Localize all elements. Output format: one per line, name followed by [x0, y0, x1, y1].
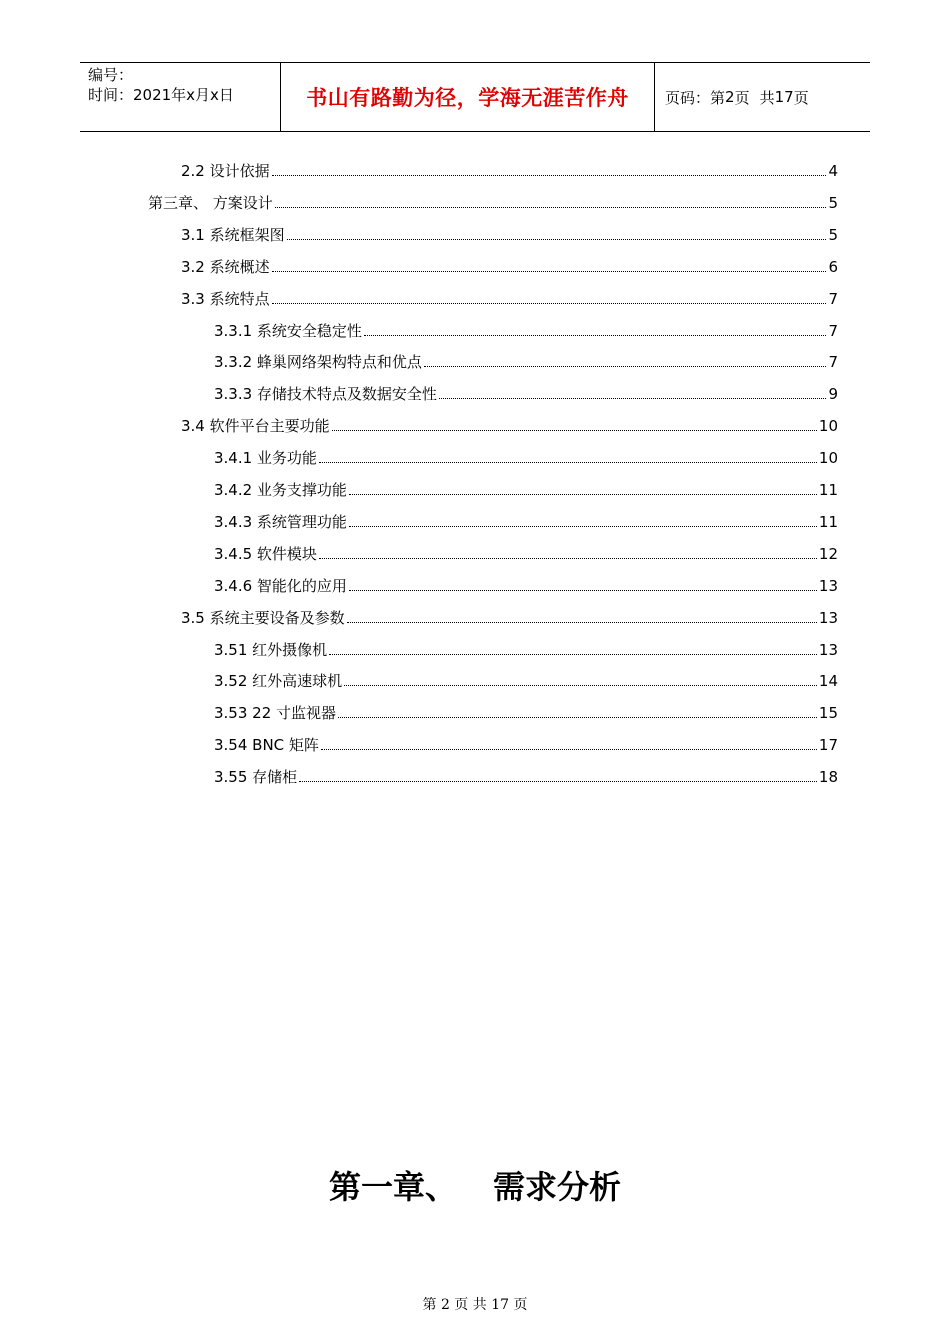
toc-dot-leader — [349, 493, 817, 495]
page-total-prefix: 共 — [759, 88, 775, 107]
toc-entry-page: 13 — [818, 640, 838, 659]
toc-dot-leader — [299, 780, 817, 782]
toc-entry-page: 10 — [818, 417, 838, 436]
toc-entry[interactable] — [181, 251, 838, 277]
toc-entry-page: 13 — [818, 576, 838, 595]
page-current: 2 — [725, 88, 735, 106]
toc-entry-label: 3.4.5 软件模块 — [214, 544, 317, 563]
toc-dot-leader — [272, 302, 827, 304]
toc-entry-label: 3.53 22 寸监视器 — [214, 704, 337, 723]
toc-entry-page: 6 — [828, 257, 838, 276]
toc-entry[interactable] — [181, 219, 838, 245]
toc-dot-leader — [319, 461, 817, 463]
toc-entry-page: 7 — [828, 321, 838, 340]
toc-entry[interactable] — [214, 474, 838, 500]
toc-dot-leader — [275, 206, 827, 208]
toc-entry-page: 4 — [828, 162, 838, 180]
toc-entry-label: 2.2 设计依据 — [181, 162, 270, 180]
toc-entry-label: 3.4 软件平台主要功能 — [181, 417, 330, 436]
toc-entry[interactable] — [214, 315, 838, 341]
page-total-unit: 页 — [793, 88, 809, 107]
document-number-label: 编号： — [88, 66, 134, 84]
toc-entry[interactable] — [214, 346, 838, 372]
toc-entry[interactable] — [181, 602, 838, 628]
toc-entry-page: 17 — [818, 736, 838, 755]
toc-entry-page: 5 — [828, 225, 838, 244]
header-motto: 书山有路勤为径，学海无涯苦作舟 — [281, 63, 655, 131]
header-meta — [80, 63, 281, 131]
toc-dot-leader — [338, 716, 817, 718]
toc-entry[interactable] — [214, 761, 838, 787]
toc-entry-page: 13 — [818, 608, 838, 627]
toc-entry-label: 3.55 存储柜 — [214, 768, 298, 787]
toc-entry-page: 11 — [818, 481, 838, 499]
toc-entry-label: 3.4.2 业务支撑功能 — [214, 481, 347, 499]
chapter-number: 第一章、 — [328, 1168, 457, 1206]
header-page-info — [655, 63, 870, 131]
toc-entry-page: 14 — [818, 672, 838, 691]
toc-entry-label: 3.5 系统主要设备及参数 — [181, 608, 345, 627]
toc-entry-page: 7 — [828, 289, 838, 308]
toc-dot-leader — [364, 334, 827, 336]
page-prefix: 页码：第 — [665, 88, 726, 107]
page-unit: 页 — [734, 88, 750, 107]
toc-entry[interactable] — [214, 729, 838, 755]
toc-entry[interactable] — [214, 538, 838, 564]
toc-entry-label: 3.3.1 系统安全稳定性 — [214, 321, 362, 340]
toc-dot-leader — [344, 684, 817, 686]
toc-dot-leader — [347, 621, 817, 623]
toc-entry[interactable] — [214, 697, 838, 723]
toc-entry-label: 3.4.6 智能化的应用 — [214, 576, 347, 595]
document-time: 时间：2021年x月x日 — [88, 86, 234, 104]
toc-dot-leader — [349, 589, 817, 591]
toc-entry[interactable] — [214, 634, 838, 660]
toc-entry-label: 3.51 红外摄像机 — [214, 640, 328, 659]
toc-entry-label: 3.1 系统框架图 — [181, 225, 285, 244]
toc-dot-leader — [319, 557, 817, 559]
toc-dot-leader — [321, 748, 817, 750]
toc-entry-page: 15 — [818, 704, 838, 723]
chapter-heading — [0, 1162, 950, 1208]
toc-entry-label: 第三章、 方案设计 — [148, 193, 273, 212]
toc-entry-label: 3.52 红外高速球机 — [214, 672, 343, 691]
toc-entry-page: 11 — [818, 512, 838, 531]
toc-dot-leader — [439, 397, 827, 399]
toc-entry[interactable] — [214, 665, 838, 691]
page-total: 17 — [774, 88, 794, 106]
toc-entry-label: 3.3.2 蜂巢网络架构特点和优点 — [214, 353, 422, 372]
page-header — [80, 62, 870, 132]
toc-entry-label: 3.4.1 业务功能 — [214, 449, 317, 468]
toc-entry[interactable] — [181, 155, 838, 181]
toc-dot-leader — [287, 238, 827, 240]
toc-dot-leader — [424, 365, 827, 367]
toc-entry[interactable] — [214, 506, 838, 532]
toc-entry-label: 3.2 系统概述 — [181, 257, 270, 276]
toc-entry[interactable] — [214, 442, 838, 468]
toc-dot-leader — [329, 653, 817, 655]
toc-dot-leader — [349, 525, 817, 527]
page-footer: 第 2 页 共 17 页 — [422, 1297, 528, 1313]
toc-entry-page: 7 — [828, 353, 838, 372]
toc-entry-page: 12 — [818, 544, 838, 563]
toc-entry[interactable] — [181, 283, 838, 309]
toc-entry-label: 3.3.3 存储技术特点及数据安全性 — [214, 385, 437, 404]
toc-entry[interactable] — [148, 187, 838, 213]
toc-entry-page: 9 — [828, 385, 838, 404]
toc-entry[interactable] — [214, 570, 838, 596]
toc-entry-label: 3.3 系统特点 — [181, 289, 270, 308]
toc-dot-leader — [332, 429, 817, 431]
toc-entry-label: 3.4.3 系统管理功能 — [214, 512, 347, 531]
chapter-title: 需求分析 — [493, 1168, 622, 1206]
toc-dot-leader — [272, 174, 827, 176]
toc-entry-page: 18 — [818, 768, 838, 787]
toc-entry[interactable] — [214, 378, 838, 404]
toc-dot-leader — [272, 270, 827, 272]
toc-entry-page: 10 — [818, 449, 838, 468]
toc-entry-page: 5 — [828, 193, 838, 212]
toc-entry[interactable] — [181, 410, 838, 436]
toc-entry-label: 3.54 BNC 矩阵 — [214, 736, 319, 755]
